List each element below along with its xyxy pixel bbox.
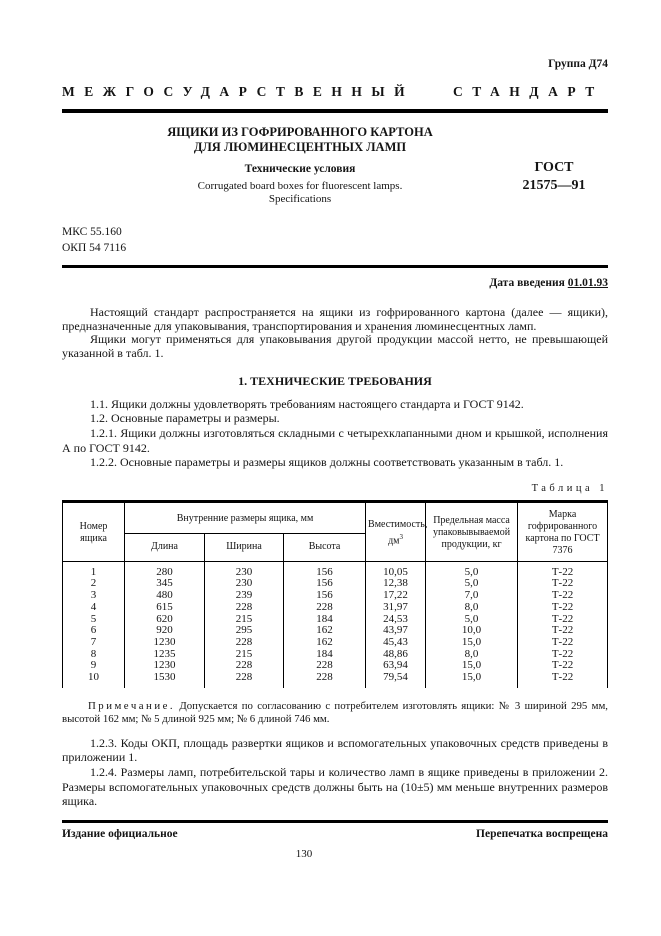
table-cell: 1230 — [125, 637, 205, 649]
table-cell: 9 — [63, 660, 125, 672]
clause-1-2: 1.2. Основные параметры и размеры. — [90, 411, 280, 426]
table-cell: 215 — [205, 614, 284, 626]
title-block — [62, 125, 608, 206]
table-cell: 239 — [205, 590, 284, 602]
paragraph: Настоящий стандарт распространяется на ящики из гофрированного картона (далее — ящики), предназначенные для упаковывания, транспортирования и хранения люминесцентных ламп. — [62, 305, 608, 333]
table-cell: 12,38 — [366, 578, 426, 590]
col-capacity-sup: 3 — [399, 532, 403, 541]
table-cell: 43,97 — [366, 625, 426, 637]
table-cell: 5,0 — [426, 614, 518, 626]
group-label: Группа Д74 — [548, 58, 608, 70]
clause-1-2-3: 1.2.3. Коды ОКП, площадь развертки ящиков и вспомогательных упаковочных средств приведены в приложении 1. — [62, 735, 608, 765]
table-cell: 79,54 — [366, 672, 426, 688]
table-cell: 156 — [284, 561, 366, 578]
table-cell: 8 — [63, 649, 125, 661]
table-cell: 480 — [125, 590, 205, 602]
table-caption: Таблица 1 — [531, 482, 608, 494]
table-cell: 162 — [284, 625, 366, 637]
table-cell: 7,0 — [426, 590, 518, 602]
scope-paragraphs — [62, 306, 608, 361]
table-cell: Т-22 — [518, 637, 608, 649]
col-width: Ширина — [205, 533, 284, 561]
footer-left: Издание официальное — [62, 827, 178, 840]
col-box-number: Номер ящика — [63, 501, 125, 561]
table-cell: 45,43 — [366, 637, 426, 649]
table-cell: 162 — [284, 637, 366, 649]
title-ru-line2: ДЛЯ ЛЮМИНЕСЦЕНТНЫХ ЛАМП — [193, 140, 407, 154]
table-row — [63, 561, 608, 578]
table-cell: 228 — [284, 672, 366, 688]
table-cell: 4 — [63, 602, 125, 614]
table-row — [63, 578, 608, 590]
table-cell: 8,0 — [426, 602, 518, 614]
table-cell: 15,0 — [426, 637, 518, 649]
intro-date-value: 01.01.93 — [567, 277, 608, 289]
table-cell: 184 — [284, 614, 366, 626]
table-cell: 31,97 — [366, 602, 426, 614]
col-max-mass: Предельная масса упаковывываемой продукции, кг — [426, 501, 518, 561]
table-cell: 345 — [125, 578, 205, 590]
table-cell: Т-22 — [518, 561, 608, 578]
footer-rule — [62, 820, 608, 823]
clause-1-2-4: 1.2.4. Размеры ламп, потребительской тары и количество ламп в ящике приведены в приложении 2. Размеры вспомогательных упаковочных средств должны быть на (10±5) мм меньше внутренних размеров ящика. — [62, 765, 608, 809]
table-row — [63, 649, 608, 661]
clauses-before-table — [62, 397, 608, 470]
note-label: Примечание. — [88, 699, 176, 712]
table-cell: Т-22 — [518, 672, 608, 688]
table-cell: 280 — [125, 561, 205, 578]
note-text: Допускается по согласованию с потребителем изготовлять ящики: № 3 шириной 295 мм, высотой 162 мм; № 5 длиной 925 мм; № 6 длиной 746 мм. — [62, 699, 608, 725]
col-capacity — [366, 501, 426, 561]
classification-codes — [62, 224, 608, 268]
table-cell: 1530 — [125, 672, 205, 688]
table-row — [63, 590, 608, 602]
table-body — [63, 561, 608, 688]
okp-code: ОКП 54 7116 — [62, 242, 127, 254]
col-board-grade: Марка гофрированного картона по ГОСТ 7376 — [518, 501, 608, 561]
codes-rule — [62, 265, 608, 268]
title-en-line1: Corrugated board boxes for fluorescent lamps. — [197, 180, 403, 192]
table-cell: 228 — [284, 660, 366, 672]
table-cell: 8,0 — [426, 649, 518, 661]
introduction-date — [62, 277, 608, 289]
col-height: Высота — [284, 533, 366, 561]
header-rule — [62, 109, 608, 113]
table-note — [62, 700, 608, 726]
mks-code: МКС 55.160 — [62, 226, 122, 238]
col-capacity-label: Вместимость, дм — [368, 518, 428, 546]
table-cell: 10 — [63, 672, 125, 688]
table-1 — [62, 500, 608, 688]
table-cell: 184 — [284, 649, 366, 661]
title-en-line2: Specifications — [268, 193, 332, 205]
table-row — [63, 637, 608, 649]
table-row — [63, 660, 608, 672]
document-title-en — [100, 180, 500, 206]
table-cell: 156 — [284, 578, 366, 590]
table-cell: 15,0 — [426, 660, 518, 672]
table-cell: 5 — [63, 614, 125, 626]
table-cell: 295 — [205, 625, 284, 637]
standard-code-line1: ГОСТ — [534, 160, 574, 175]
intro-date-label: Дата введения — [489, 277, 565, 289]
table-cell: 7 — [63, 637, 125, 649]
standard-type-heading: МЕЖГОСУДАРСТВЕННЫЙ СТАНДАРТ — [62, 84, 604, 99]
table-cell: Т-22 — [518, 649, 608, 661]
clauses-after-table — [62, 736, 608, 809]
section-1-heading: 1. ТЕХНИЧЕСКИЕ ТРЕБОВАНИЯ — [238, 373, 432, 388]
table-cell: 17,22 — [366, 590, 426, 602]
table-cell: Т-22 — [518, 625, 608, 637]
clause-1-2-1: 1.2.1. Ящики должны изготовляться складными с четырехклапанными дном и крышкой, исполнения А по ГОСТ 9142. — [62, 426, 608, 455]
table-cell: 1 — [63, 561, 125, 578]
table-row — [63, 614, 608, 626]
clause-1-1: 1.1. Ящики должны удовлетворять требованиям настоящего стандарта и ГОСТ 9142. — [90, 396, 524, 411]
table-cell: 230 — [205, 578, 284, 590]
table-cell: 5,0 — [426, 578, 518, 590]
clause-1-2-2: 1.2.2. Основные параметры и размеры ящиков должны соответствовать указанным в табл. 1. — [90, 455, 564, 470]
table-cell: 228 — [205, 602, 284, 614]
table-row — [63, 625, 608, 637]
table-cell: 6 — [63, 625, 125, 637]
table-cell: 156 — [284, 590, 366, 602]
title-ru-line1: ЯЩИКИ ИЗ ГОФРИРОВАННОГО КАРТОНА — [167, 125, 433, 139]
standard-code-line2: 21575—91 — [522, 178, 586, 193]
col-length: Длина — [125, 533, 205, 561]
title-left — [62, 125, 500, 206]
table-cell: 1230 — [125, 660, 205, 672]
table-cell: Т-22 — [518, 602, 608, 614]
table-header-row — [63, 501, 608, 533]
table-row — [63, 672, 608, 688]
page-footer — [62, 820, 608, 840]
table-cell: 63,94 — [366, 660, 426, 672]
document-title-ru — [100, 125, 500, 155]
table-cell: 24,53 — [366, 614, 426, 626]
table-cell: 1235 — [125, 649, 205, 661]
table-cell: 10,05 — [366, 561, 426, 578]
note-paragraph — [62, 700, 608, 726]
table-cell: 228 — [205, 637, 284, 649]
table-cell: 228 — [205, 672, 284, 688]
table-cell: 15,0 — [426, 672, 518, 688]
table-cell: 228 — [284, 602, 366, 614]
table-cell: 2 — [63, 578, 125, 590]
table-cell: 920 — [125, 625, 205, 637]
paragraph: Ящики могут применяться для упаковывания другой продукции массой нетто, не превышающей указанной в табл. 1. — [62, 332, 608, 361]
table-cell: Т-22 — [518, 660, 608, 672]
page-number: 130 — [295, 848, 313, 860]
table-cell: 215 — [205, 649, 284, 661]
table-cell: Т-22 — [518, 578, 608, 590]
table-cell: 5,0 — [426, 561, 518, 578]
table-row — [63, 602, 608, 614]
footer-right: Перепечатка воспрещена — [476, 827, 608, 840]
standard-code — [500, 159, 608, 195]
standard-code-column — [500, 125, 608, 206]
table-cell: Т-22 — [518, 614, 608, 626]
subtitle-ru: Технические условия — [244, 163, 356, 175]
footer-row — [62, 828, 608, 840]
table-cell: 620 — [125, 614, 205, 626]
table-cell: 3 — [63, 590, 125, 602]
table-cell: 615 — [125, 602, 205, 614]
table-cell: 228 — [205, 660, 284, 672]
table-cell: 10,0 — [426, 625, 518, 637]
col-inner-dims: Внутренние размеры ящика, мм — [125, 501, 366, 533]
table-cell: 48,86 — [366, 649, 426, 661]
table-cell: 230 — [205, 561, 284, 578]
table-cell: Т-22 — [518, 590, 608, 602]
table-header — [63, 501, 608, 561]
